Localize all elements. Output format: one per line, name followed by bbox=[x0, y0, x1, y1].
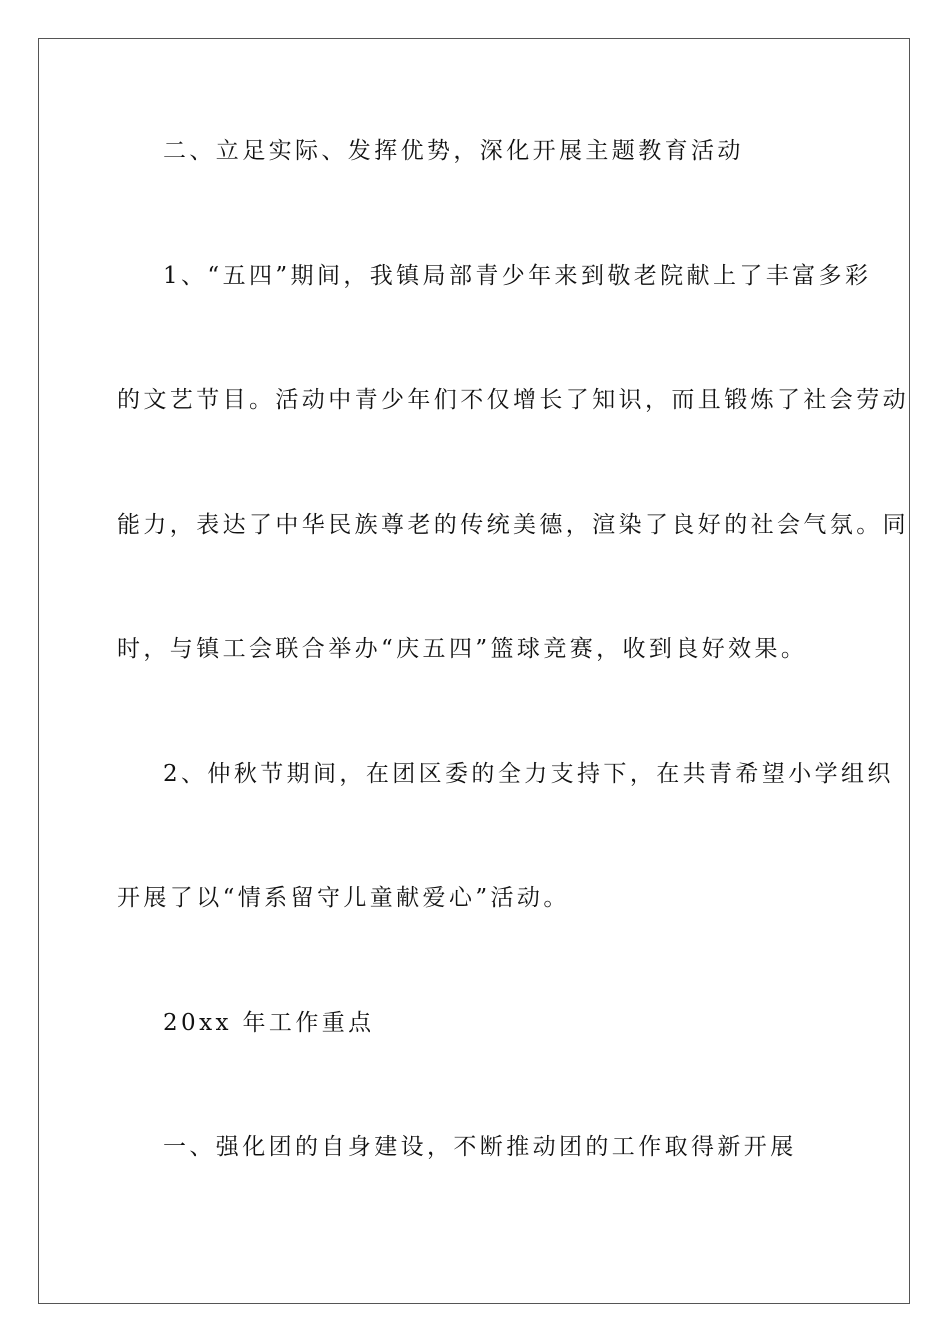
page-frame bbox=[38, 38, 910, 1304]
paragraph-two-line-2: 开展了以“情系留守儿童献爱心”活动。 bbox=[117, 885, 570, 911]
section-heading-two: 二、立足实际、发挥优势，深化开展主题教育活动 bbox=[163, 138, 744, 164]
work-focus-heading: 20xx 年工作重点 bbox=[163, 1010, 375, 1036]
paragraph-one-line-3: 能力，表达了中华民族尊老的传统美德，渲染了良好的社会气氛。同 bbox=[117, 512, 909, 538]
paragraph-one-line-4: 时，与镇工会联合举办“庆五四”篮球竞赛，收到良好效果。 bbox=[117, 636, 808, 662]
paragraph-one-line-1: 1、“五四”期间，我镇局部青少年来到敬老院献上了丰富多彩 bbox=[163, 263, 872, 289]
paragraph-one-line-2: 的文艺节目。活动中青少年们不仅增长了知识，而且锻炼了社会劳动 bbox=[117, 387, 909, 413]
section-heading-one: 一、强化团的自身建设，不断推动团的工作取得新开展 bbox=[163, 1134, 797, 1160]
paragraph-two-line-1: 2、仲秋节期间，在团区委的全力支持下，在共青希望小学组织 bbox=[163, 761, 894, 787]
